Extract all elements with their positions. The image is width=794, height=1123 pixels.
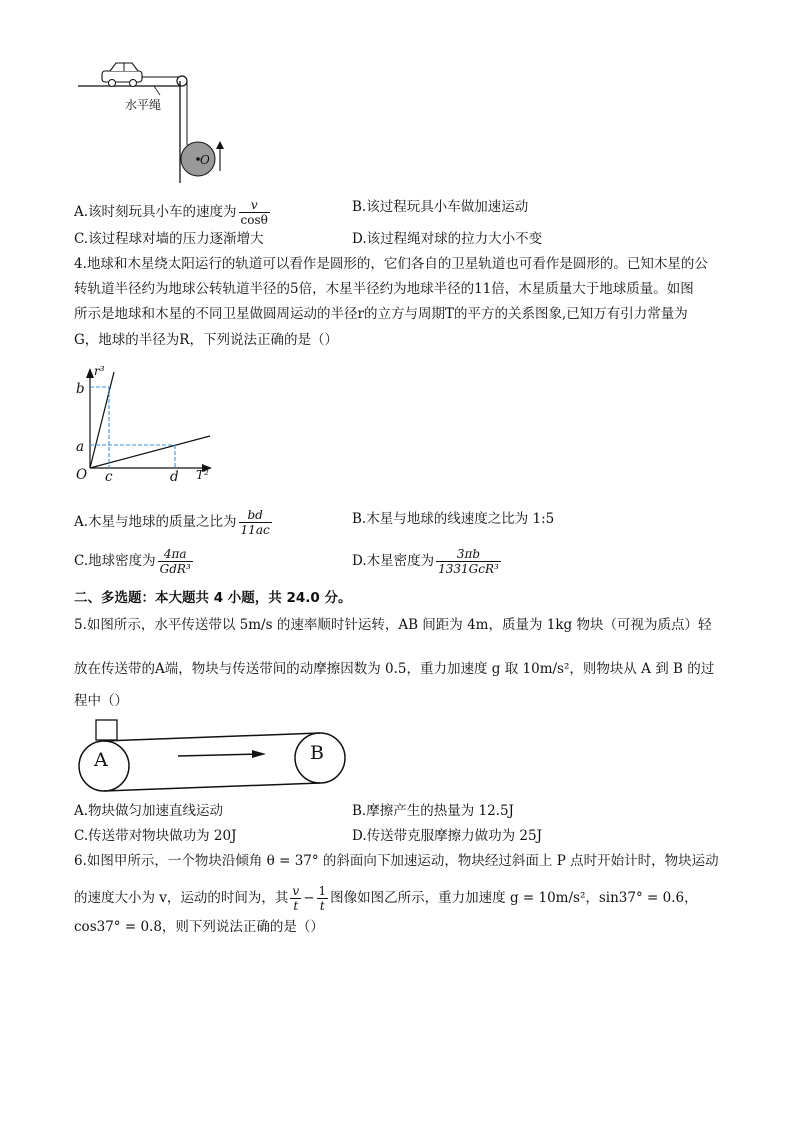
graph-x-label: T² [196, 468, 209, 482]
q4-line-4: G，地球的半径为R，下列说法正确的是（） [74, 332, 338, 348]
q5-option-c: C.传送带对物块做功为 20J [74, 828, 237, 844]
car-rope-ball-figure [70, 55, 250, 190]
direction-arrow [178, 754, 258, 756]
rope-label: 水平绳 [125, 98, 162, 112]
q6-line-3: cos37° = 0.8，则下列说法正确的是（） [74, 919, 324, 935]
q4-line-2: 转轨道半径约为地球公转轨道半径的5倍，木星半径约为地球半径的11倍，木星质量大于地球质量。如图 [74, 281, 694, 297]
q4-option-b: B.木星与地球的线速度之比为 1:5 [352, 511, 555, 527]
earth-line [90, 436, 210, 468]
roller-a-label: A [94, 749, 108, 771]
roller-b-label: B [310, 742, 324, 764]
center-label: O [200, 153, 210, 167]
q3-option-a: A.该时刻玩具小车的速度为 $\frac{v}{\cos\theta}$ [74, 198, 268, 227]
graph-d-label: d [170, 469, 179, 485]
q6-line-2: 的速度大小为 v，运动的时间为，其 $\frac{v}{t}$ − $\frac{1}{t}$ 图像如图乙所示，重力加速度 g = 10m/s²，sin37° = 0.6， [74, 884, 698, 913]
q4-option-c: C.地球密度为 $\frac{4\pi a}{\text{GdR³}}$ [74, 547, 191, 576]
graph-y-label: r³ [94, 364, 105, 378]
q5-option-a: A.物块做匀加速直线运动 [74, 803, 224, 819]
graph-b-label: b [76, 381, 85, 397]
graph-origin-label: O [76, 467, 88, 483]
q4-option-a: A.木星与地球的质量之比为 $\frac{bd}{11ac}$ [74, 508, 270, 537]
q3-option-d: D.该过程绳对球的拉力大小不变 [352, 231, 543, 247]
q6-line-1: 6.如图甲所示，一个物块沿倾角 θ = 37° 的斜面向下加速运动，物块经过斜面上 P 点时开始计时，物块运动 [74, 853, 719, 869]
q5-line-1: 5.如图所示，水平传送带以 5m/s 的速率顺时针运转，AB 间距为 4m，质量为 1kg 物块（可视为质点）轻 [74, 617, 712, 633]
section-heading: 二、多选题：本大题共 4 小题，共 24.0 分。 [74, 590, 352, 606]
q4-line-3: 所示是地球和木星的不同卫星做圆周运动的半径r的立方与周期T的平方的关系图象,已知万有引力常量为 [74, 306, 688, 322]
q5-option-b: B.摩擦产生的热量为 12.5J [352, 803, 514, 819]
q4-option-d: D.木星密度为 $\frac{3\pi b}{\text{1331GcR³}}$ [352, 547, 499, 576]
toy-car-icon [102, 63, 142, 87]
q3-option-b: B.该过程玩具小车做加速运动 [352, 199, 529, 215]
pulley [177, 76, 187, 86]
q5-option-d: D.传送带克服摩擦力做功为 25J [352, 828, 543, 844]
graph-c-label: c [105, 469, 113, 485]
graph-a-label: a [76, 439, 85, 455]
q5-line-3: 程中（） [74, 693, 128, 709]
jupiter-line [90, 372, 114, 468]
block [96, 720, 117, 740]
q4-line-1: 4.地球和木星绕太阳运行的轨道可以看作是圆形的，它们各自的卫星轨道也可看作是圆形的。已知木星的公 [74, 256, 708, 272]
q3-option-c: C.该过程球对墙的压力逐渐增大 [74, 231, 264, 247]
q5-line-2: 放在传送带的A端，物块与传送带间的动摩擦因数为 0.5，重力加速度 g 取 10m/s²，则物块从 A 到 B 的过 [74, 661, 715, 677]
